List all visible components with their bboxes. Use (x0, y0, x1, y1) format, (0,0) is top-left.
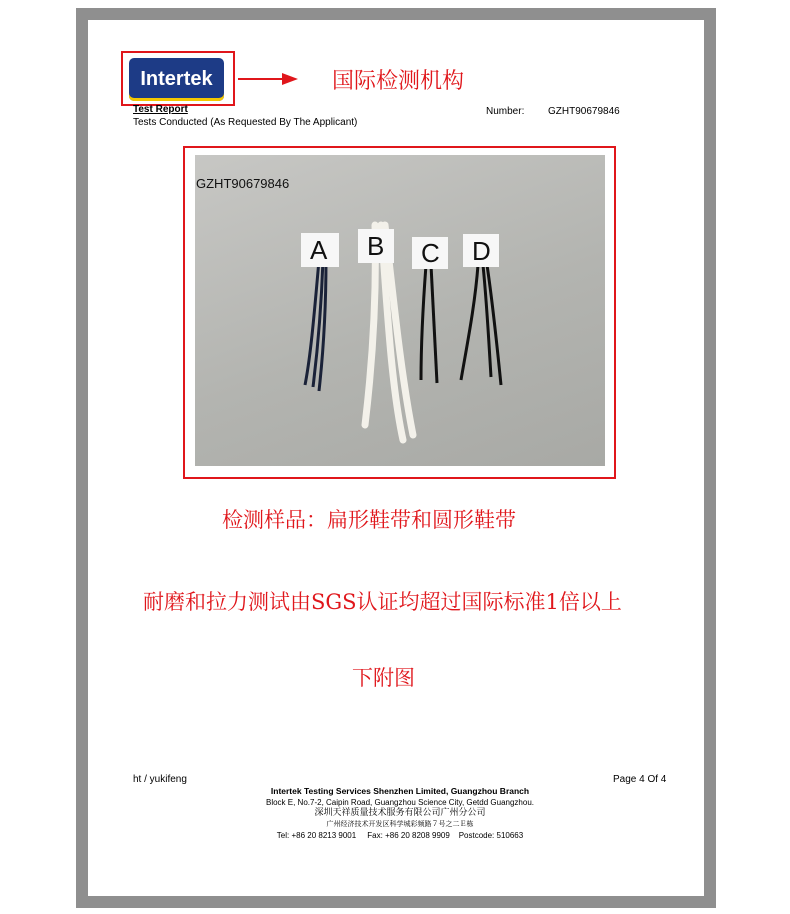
arrow-right-icon (238, 73, 298, 85)
footer-author: ht / yukifeng (133, 774, 187, 785)
report-subtitle: Tests Conducted (As Requested By The Applicant) (133, 117, 358, 128)
logo-caption: 国际检测机构 (332, 69, 465, 94)
sample-photo (195, 155, 605, 466)
caption-see-below: 下附图 (352, 666, 415, 690)
caption-test-result: 耐磨和拉力测试由SGS认证均超过国际标准1倍以上 (143, 590, 622, 614)
sample-label-c: C (421, 238, 440, 268)
shoelace-samples-illustration (195, 155, 605, 466)
footer-company: Intertek Testing Services Shenzhen Limited, Guangzhou Branch (270, 786, 530, 796)
photo-report-number: GZHT90679846 (196, 176, 290, 191)
footer-company-info (200, 786, 600, 841)
sample-label-a: A (310, 235, 328, 265)
intertek-logo: Intertek (129, 58, 224, 101)
footer-address-cn: 广州经济技术开发区科学城彩频路７号之二Ｅ栋 (326, 820, 474, 828)
footer-address: Block E, No.7-2, Caipin Road, Guangzhou Science City, Getdd Guangzhou. (265, 798, 534, 807)
report-title: Test Report (133, 104, 188, 115)
page-number: Page 4 Of 4 (613, 774, 667, 785)
footer-company-cn: 深圳天祥质量技术服务有限公司广州分公司 (314, 808, 486, 818)
sample-label-d: D (472, 236, 491, 266)
sample-label-b: B (367, 231, 385, 261)
caption-samples: 检测样品：扁形鞋带和圆形鞋带 (222, 508, 516, 532)
report-number-value: GZHT90679846 (548, 106, 620, 117)
footer-contact: Tel: +86 20 8213 9001 Fax: +86 20 8208 9909 Postcode: 510663 (276, 831, 524, 840)
report-number-label: Number: (486, 106, 525, 117)
